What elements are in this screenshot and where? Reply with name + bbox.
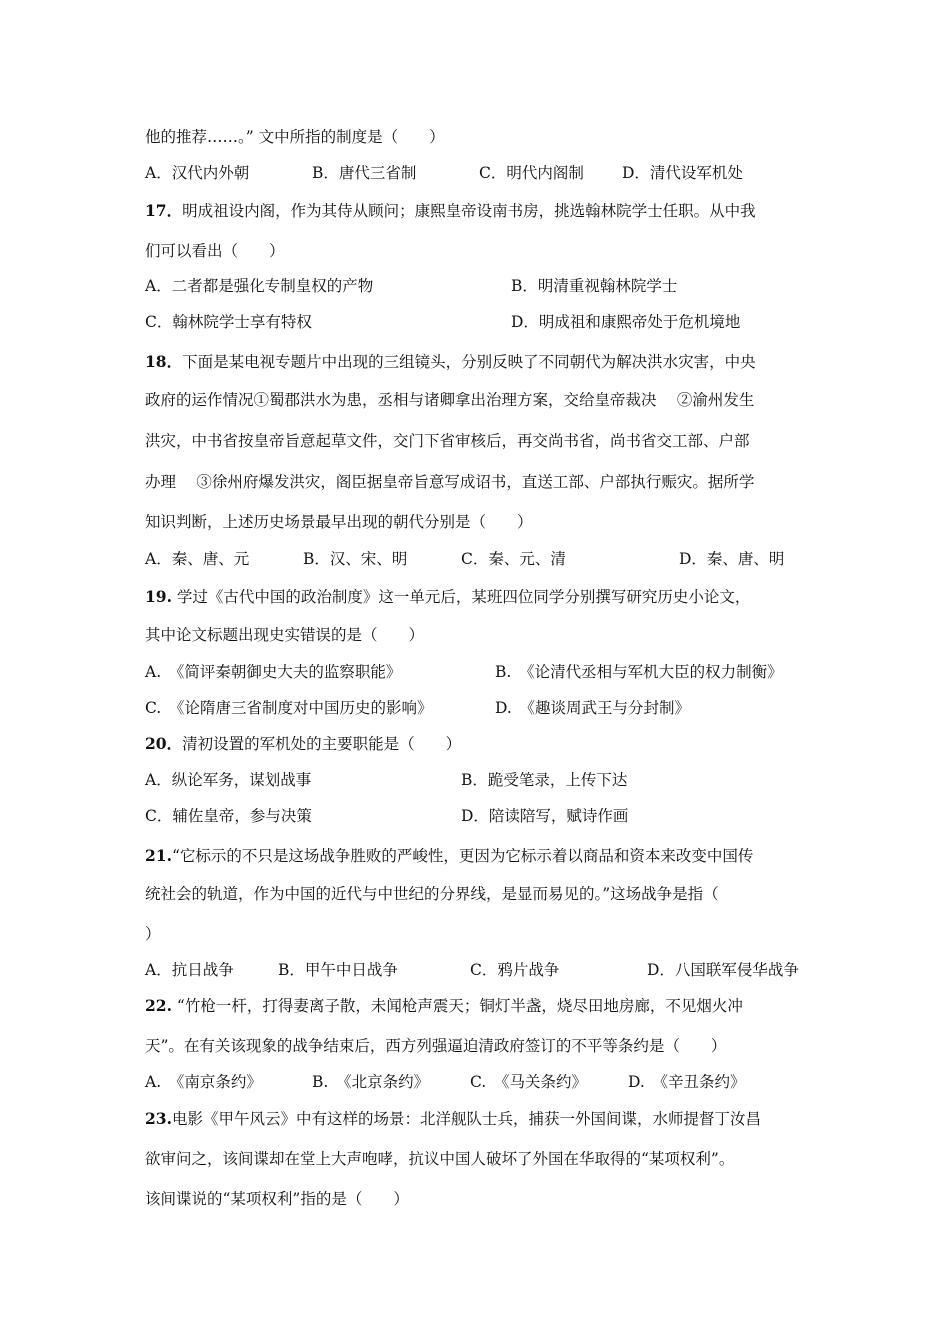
q16-option-a: A．汉代内外朝	[145, 164, 250, 182]
q20-option-d: D．陪读陪写，赋诗作画	[461, 807, 629, 825]
q16-option-b: B．唐代三省制	[312, 164, 417, 182]
q18-option-d: D．秦、唐、明	[679, 550, 785, 568]
q16-option-c: C．明代内阁制	[479, 164, 584, 182]
q21-number: 21.	[145, 846, 172, 865]
q18-stem-line-2: 政府的运作情况①蜀郡洪水为患，丞相与诸卿拿出治理方案，交给皇帝裁决 ②渝州发生	[145, 391, 755, 409]
q17-option-c: C．翰林院学士享有特权	[145, 313, 312, 331]
q22-stem-line-2: 天”。在有关该现象的战争结束后，西方列强逼迫清政府签订的不平等条约是（ ）	[145, 1037, 727, 1055]
q22-number: 22.	[145, 996, 172, 1015]
q17-stem-line-2: 们可以看出（ ）	[145, 242, 285, 260]
q19-stem-line-2: 其中论文标题出现史实错误的是（ ）	[145, 626, 425, 644]
q19-option-d: D. 《趣谈周武王与分封制》	[495, 699, 691, 717]
q17-option-b: B．明清重视翰林院学士	[511, 277, 678, 295]
q22-option-d: D. 《辛丑条约》	[628, 1073, 746, 1091]
q21-option-d: D．八国联军侵华战争	[647, 961, 799, 979]
q19-option-a: A. 《简评秦朝御史大夫的监察职能》	[145, 663, 402, 681]
q21-stem-line-2: 统社会的轨道，作为中国的近代与中世纪的分界线，是显而易见的。”这场战争是指（	[145, 885, 719, 903]
q18-stem-line-5: 知识判断，上述历史场景最早出现的朝代分别是（ ）	[145, 513, 533, 531]
q18-option-b: B．汉、宋、明	[303, 550, 408, 568]
q18-option-c: C．秦、元、清	[461, 550, 566, 568]
q23-stem-line-3: 该间谍说的“某项权利”指的是（ ）	[145, 1190, 409, 1208]
q21-option-b: B．甲午中日战争	[278, 961, 398, 979]
q22-option-b: B. 《北京条约》	[312, 1073, 430, 1091]
q19-stem-line-1: 19. 学过《古代中国的政治制度》这一单元后，某班四位同学分别撰写研究历史小论文，	[145, 587, 751, 606]
q22-option-c: C. 《马关条约》	[470, 1073, 587, 1091]
q17-option-d: D．明成祖和康熙帝处于危机境地	[511, 313, 741, 331]
q19-option-c: C. 《论隋唐三省制度对中国历史的影响》	[145, 699, 433, 717]
q20-option-c: C．辅佐皇帝，参与决策	[145, 807, 312, 825]
q18-option-a: A．秦、唐、元	[145, 550, 250, 568]
q21-option-a: A．抗日战争	[145, 961, 234, 979]
q19-number: 19.	[145, 587, 172, 606]
q21-option-c: C．鸦片战争	[470, 961, 560, 979]
q22-stem-line-1: 22. “竹枪一杆，打得妻离子散，未闻枪声震天；铜灯半盏，烧尽田地房廊，不见烟火冲	[145, 996, 743, 1015]
q16-option-d: D．清代设军机处	[622, 164, 743, 182]
q23-stem-line-2: 欲审问之，该间谍却在堂上大声咆哮，抗议中国人破坏了外国在华取得的“某项权利”。	[145, 1150, 735, 1168]
q19-option-b: B. 《论清代丞相与军机大臣的权力制衡》	[495, 663, 783, 681]
q16-stem-tail: 他的推荐……。” 文中所指的制度是（ ）	[145, 128, 445, 146]
q20-option-b: B．跪受笔录，上传下达	[461, 771, 628, 789]
q23-stem-line-1: 23.电影《甲午风云》中有这样的场景：北洋舰队士兵，捕获一外国间谍，水师提督丁汝昌	[145, 1109, 761, 1128]
q23-number: 23.	[145, 1109, 172, 1128]
q17-stem-line-1: 17．明成祖设内阁，作为其侍从顾问；康熙皇帝设南书房，挑选翰林院学士任职。从中我	[145, 201, 756, 220]
q22-option-a: A. 《南京条约》	[145, 1073, 262, 1091]
q20-stem-line-1: 20．清初设置的军机处的主要职能是（ ）	[145, 734, 462, 753]
q18-stem-line-1: 18．下面是某电视专题片中出现的三组镜头，分别反映了不同朝代为解决洪水灾害，中央	[145, 352, 756, 371]
q18-stem-line-3: 洪灾，中书省按皇帝旨意起草文件，交门下省审核后，再交尚书省，尚书省交工部、户部	[145, 432, 750, 450]
q20-option-a: A．纵论军务，谋划战事	[145, 771, 312, 789]
q18-stem-line-4: 办理 ③徐州府爆发洪灾，阁臣据皇帝旨意写成诏书，直送工部、户部执行赈灾。据所学	[145, 473, 755, 491]
q17-number: 17．	[145, 201, 183, 220]
q20-number: 20．	[145, 734, 183, 753]
q17-option-a: A．二者都是强化专制皇权的产物	[145, 277, 374, 295]
q21-stem-line-3: ）	[145, 925, 161, 943]
q21-stem-line-1: 21.“它标示的不只是这场战争胜败的严峻性，更因为它标示着以商品和资本来改变中国传	[145, 846, 754, 865]
q18-number: 18．	[145, 352, 183, 371]
